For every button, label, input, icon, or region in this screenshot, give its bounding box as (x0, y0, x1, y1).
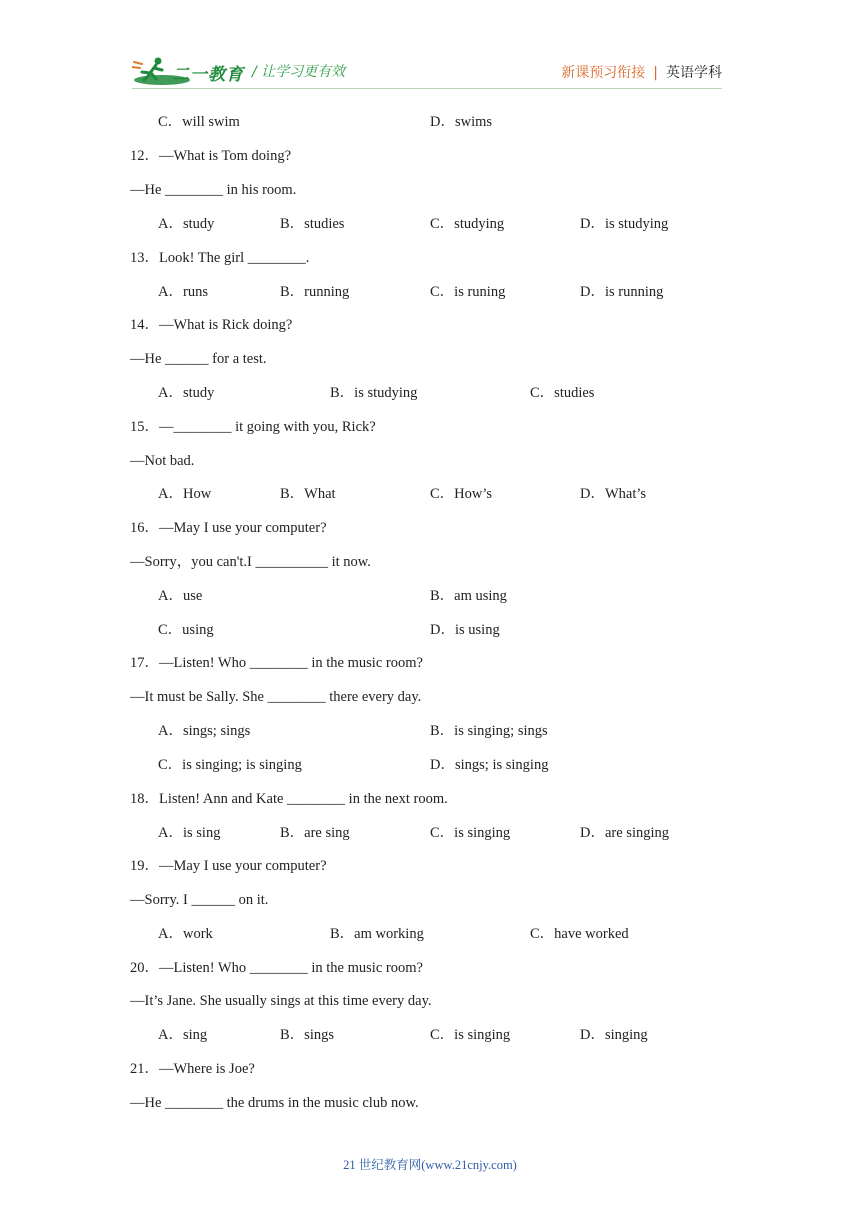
header-divider (132, 88, 722, 89)
course-label: 新课预习衔接 (561, 65, 646, 81)
header-separator: | (653, 65, 658, 81)
option: B．is studying (330, 385, 418, 401)
option: B．studies (280, 216, 345, 232)
option: B．running (280, 284, 350, 300)
option: C．How’s (430, 486, 493, 502)
option: C．studies (530, 385, 595, 401)
option: A．sing (158, 1027, 208, 1043)
option: D．singing (580, 1027, 648, 1043)
option: D．What’s (580, 486, 647, 502)
option: D．is running (580, 284, 664, 300)
question-prompt: 17．—Listen! Who ________ in the music room? (130, 655, 423, 671)
option: A．study (158, 385, 215, 401)
option: B．are sing (280, 825, 350, 841)
question-reply: —He ________ the drums in the music club now. (130, 1095, 419, 1111)
option: D．is studying (580, 216, 669, 232)
option: A．study (158, 216, 215, 232)
option: C．using (158, 622, 214, 638)
question-reply: —He ______ for a test. (130, 351, 267, 367)
option: C．have worked (530, 926, 629, 942)
question-prompt: 12．—What is Tom doing? (130, 148, 292, 164)
option: A．use (158, 588, 203, 604)
option: C．is runing (430, 284, 506, 300)
question-reply: —It’s Jane. She usually sings at this time every day. (130, 993, 432, 1009)
option: D．are singing (580, 825, 670, 841)
option: C．is singing; is singing (158, 757, 302, 773)
option: B．sings (280, 1027, 334, 1043)
subject-label: 英语学科 (666, 65, 722, 81)
option: D．is using (430, 622, 500, 638)
option: A．sings; sings (158, 723, 251, 739)
option: A．How (158, 486, 212, 502)
page-header (0, 0, 860, 100)
question-prompt: 18．Listen! Ann and Kate ________ in the next room. (130, 791, 448, 807)
option: B．is singing; sings (430, 723, 548, 739)
option: B．am using (430, 588, 507, 604)
slogan: / 让学习更有效 (252, 64, 346, 80)
question-reply: —He ________ in his room. (130, 182, 297, 198)
option: D．swims (430, 114, 493, 130)
page-footer: 21 世纪教育网(www.21cnjy.com) (343, 1158, 517, 1172)
question-prompt: 15．—________ it going with you, Rick? (130, 419, 376, 435)
question-prompt: 19．—May I use your computer? (130, 858, 327, 874)
logo-text: 二一教育 (172, 65, 244, 85)
option: A．is sing (158, 825, 221, 841)
question-reply: —Sorry. I ______ on it. (130, 892, 269, 908)
option: C．will swim (158, 114, 240, 130)
option: A．work (158, 926, 213, 942)
header-right (561, 62, 722, 82)
option: A．runs (158, 284, 208, 300)
question-reply: —Not bad. (130, 453, 195, 469)
question-prompt: 16．—May I use your computer? (130, 520, 327, 536)
option: B．am working (330, 926, 424, 942)
question-prompt: 20．—Listen! Who ________ in the music room? (130, 960, 423, 976)
option: B．What (280, 486, 336, 502)
question-prompt: 21．—Where is Joe? (130, 1061, 255, 1077)
option: C．studying (430, 216, 505, 232)
question-reply: —Sorry，you can't.I __________ it now. (130, 554, 371, 570)
question-prompt: 13．Look! The girl ________. (130, 250, 310, 266)
option: D．sings; is singing (430, 757, 549, 773)
question-prompt: 14．—What is Rick doing? (130, 317, 293, 333)
question-reply: —It must be Sally. She ________ there every day. (130, 689, 422, 705)
option: C．is singing (430, 825, 511, 841)
option: C．is singing (430, 1027, 511, 1043)
